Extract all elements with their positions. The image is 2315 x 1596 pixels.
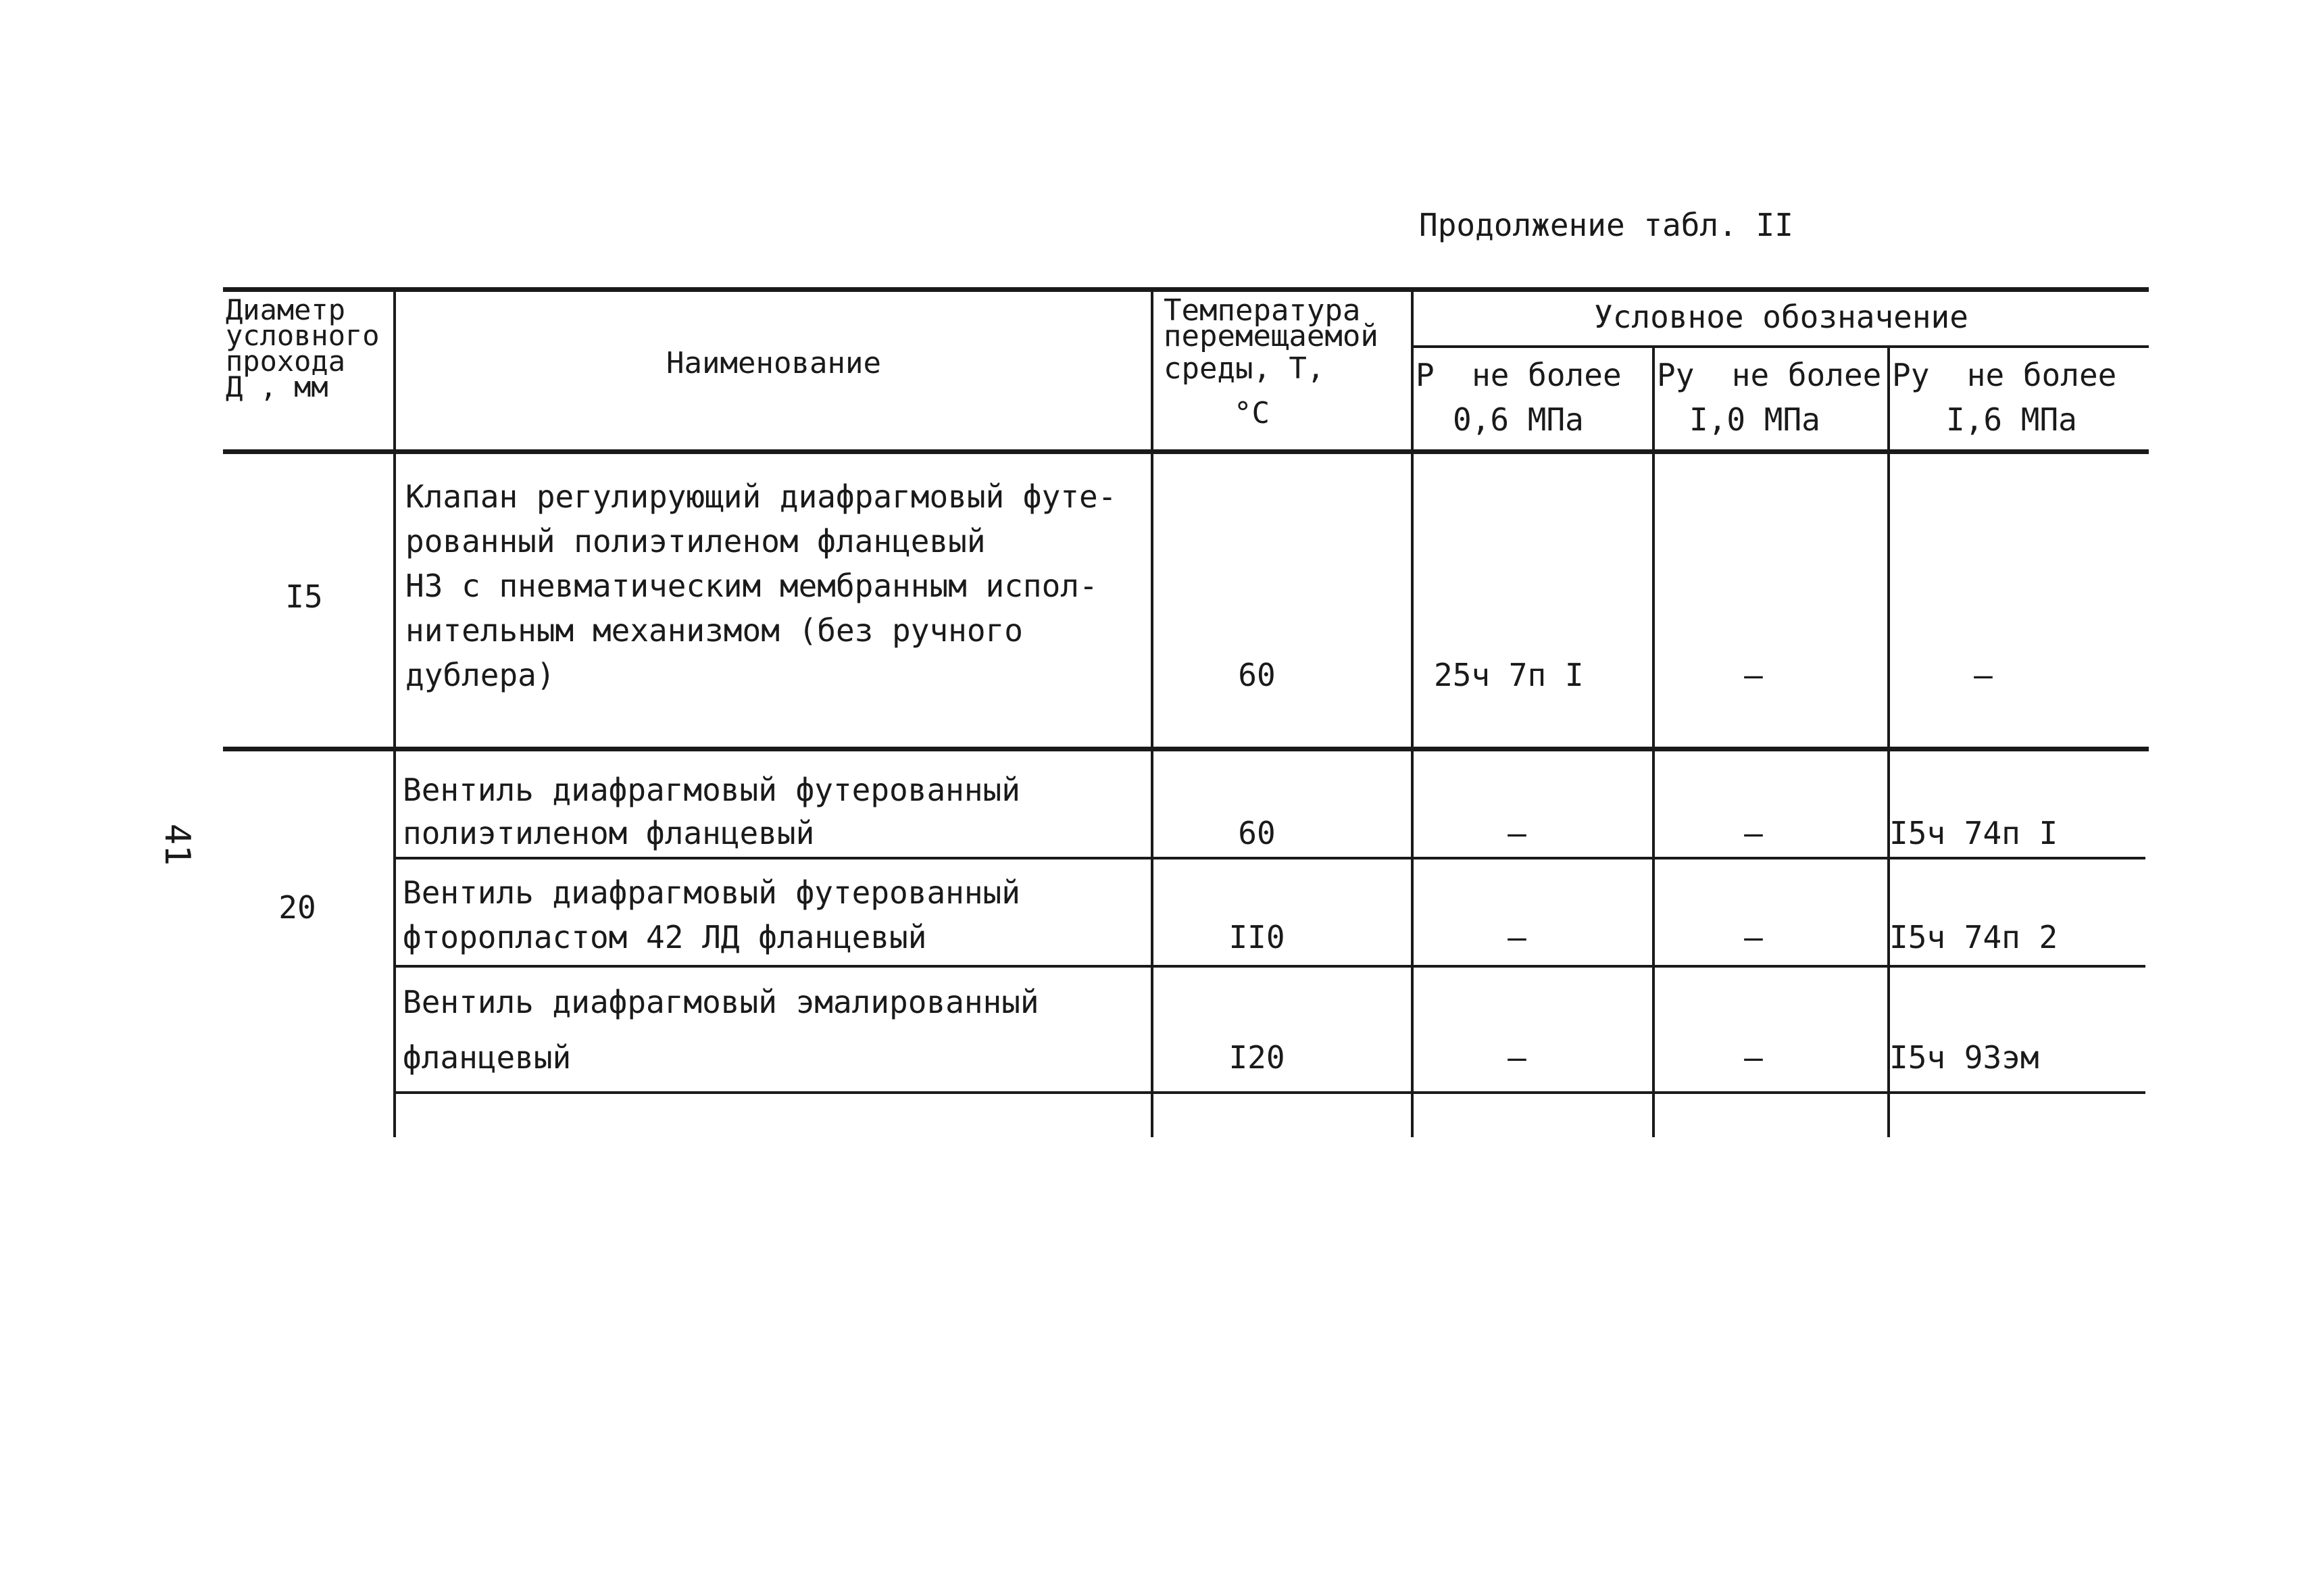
- row-name-line: Клапан регулирующий диафрагмовый футе-: [405, 478, 1117, 515]
- row-p2: –: [1744, 657, 1763, 693]
- row-p1: 25ч 7п I: [1434, 657, 1584, 693]
- row-separator-rule: [395, 965, 2145, 968]
- row-temperature: 60: [1238, 657, 1276, 693]
- header-diameter-line: прохода: [226, 345, 346, 378]
- group-separator-rule: [223, 747, 2149, 751]
- header-p3-line: Ру не более: [1892, 357, 2117, 393]
- group-header-rule: [1414, 345, 2149, 348]
- header-name: Наименование: [666, 346, 881, 380]
- header-temperature-line: °С: [1234, 396, 1270, 430]
- row-diameter: I5: [285, 578, 323, 615]
- header-p2-line: Ру не более: [1657, 357, 1882, 393]
- row-p2: –: [1744, 919, 1763, 955]
- header-p1-line: 0,6 МПа: [1453, 401, 1584, 438]
- row-name-line: фланцевый: [403, 1039, 572, 1076]
- header-temperature-line: среды, Т,: [1164, 351, 1325, 386]
- page-number: 41: [157, 823, 197, 866]
- header-p1-line: Р не более: [1416, 357, 1622, 393]
- table-top-rule: [223, 287, 2149, 292]
- col-divider: [393, 289, 396, 1137]
- col-divider: [1887, 347, 1890, 1137]
- col-divider: [1411, 289, 1414, 1137]
- header-diameter-line: Д , мм: [226, 370, 328, 403]
- header-temperature-line: перемещаемой: [1164, 319, 1378, 353]
- row-name-line: НЗ с пневматическим мембранным испол-: [405, 568, 1098, 604]
- col-divider: [1151, 289, 1153, 1137]
- row-diameter: 20: [278, 889, 316, 926]
- row-p2: –: [1744, 1039, 1763, 1076]
- header-diameter-line: Диаметр: [226, 293, 346, 326]
- row-p1: –: [1508, 919, 1526, 955]
- header-bottom-rule: [223, 449, 2149, 454]
- row-name-line: дублера): [405, 657, 555, 693]
- row-temperature: II0: [1228, 919, 1285, 955]
- row-p1: –: [1508, 815, 1526, 851]
- row-name-line: рованный полиэтиленом фланцевый: [405, 523, 986, 559]
- row-name-line: Вентиль диафрагмовый футерованный: [403, 772, 1020, 808]
- row-name-line: полиэтиленом фланцевый: [403, 815, 815, 851]
- row-temperature: 60: [1238, 815, 1276, 851]
- row-p2: –: [1744, 815, 1763, 851]
- row-p3: –: [1974, 657, 1993, 693]
- row-name-line: Вентиль диафрагмовый эмалированный: [403, 984, 1039, 1020]
- header-designation-group: Условное обозначение: [1594, 299, 1968, 335]
- header-p3-line: I,6 МПа: [1946, 401, 2077, 438]
- row-p3: I5ч 93эм: [1889, 1039, 2039, 1076]
- header-p2-line: I,0 МПа: [1689, 401, 1820, 438]
- col-divider: [1652, 347, 1655, 1137]
- row-temperature: I20: [1228, 1039, 1285, 1076]
- header-diameter-line: условного: [226, 319, 380, 352]
- row-p3: I5ч 74п 2: [1889, 919, 2058, 955]
- table-caption: Продолжение табл. II: [1419, 207, 1793, 243]
- row-name-line: нительным механизмом (без ручного: [405, 612, 1023, 649]
- header-temperature-line: Температура: [1164, 293, 1361, 328]
- row-separator-rule: [395, 1091, 2145, 1094]
- row-name-line: фторопластом 42 ЛД фланцевый: [403, 919, 927, 955]
- row-p1: –: [1508, 1039, 1526, 1076]
- row-separator-rule: [395, 857, 2145, 859]
- row-p3: I5ч 74п I: [1889, 815, 2058, 851]
- row-name-line: Вентиль диафрагмовый футерованный: [403, 874, 1020, 911]
